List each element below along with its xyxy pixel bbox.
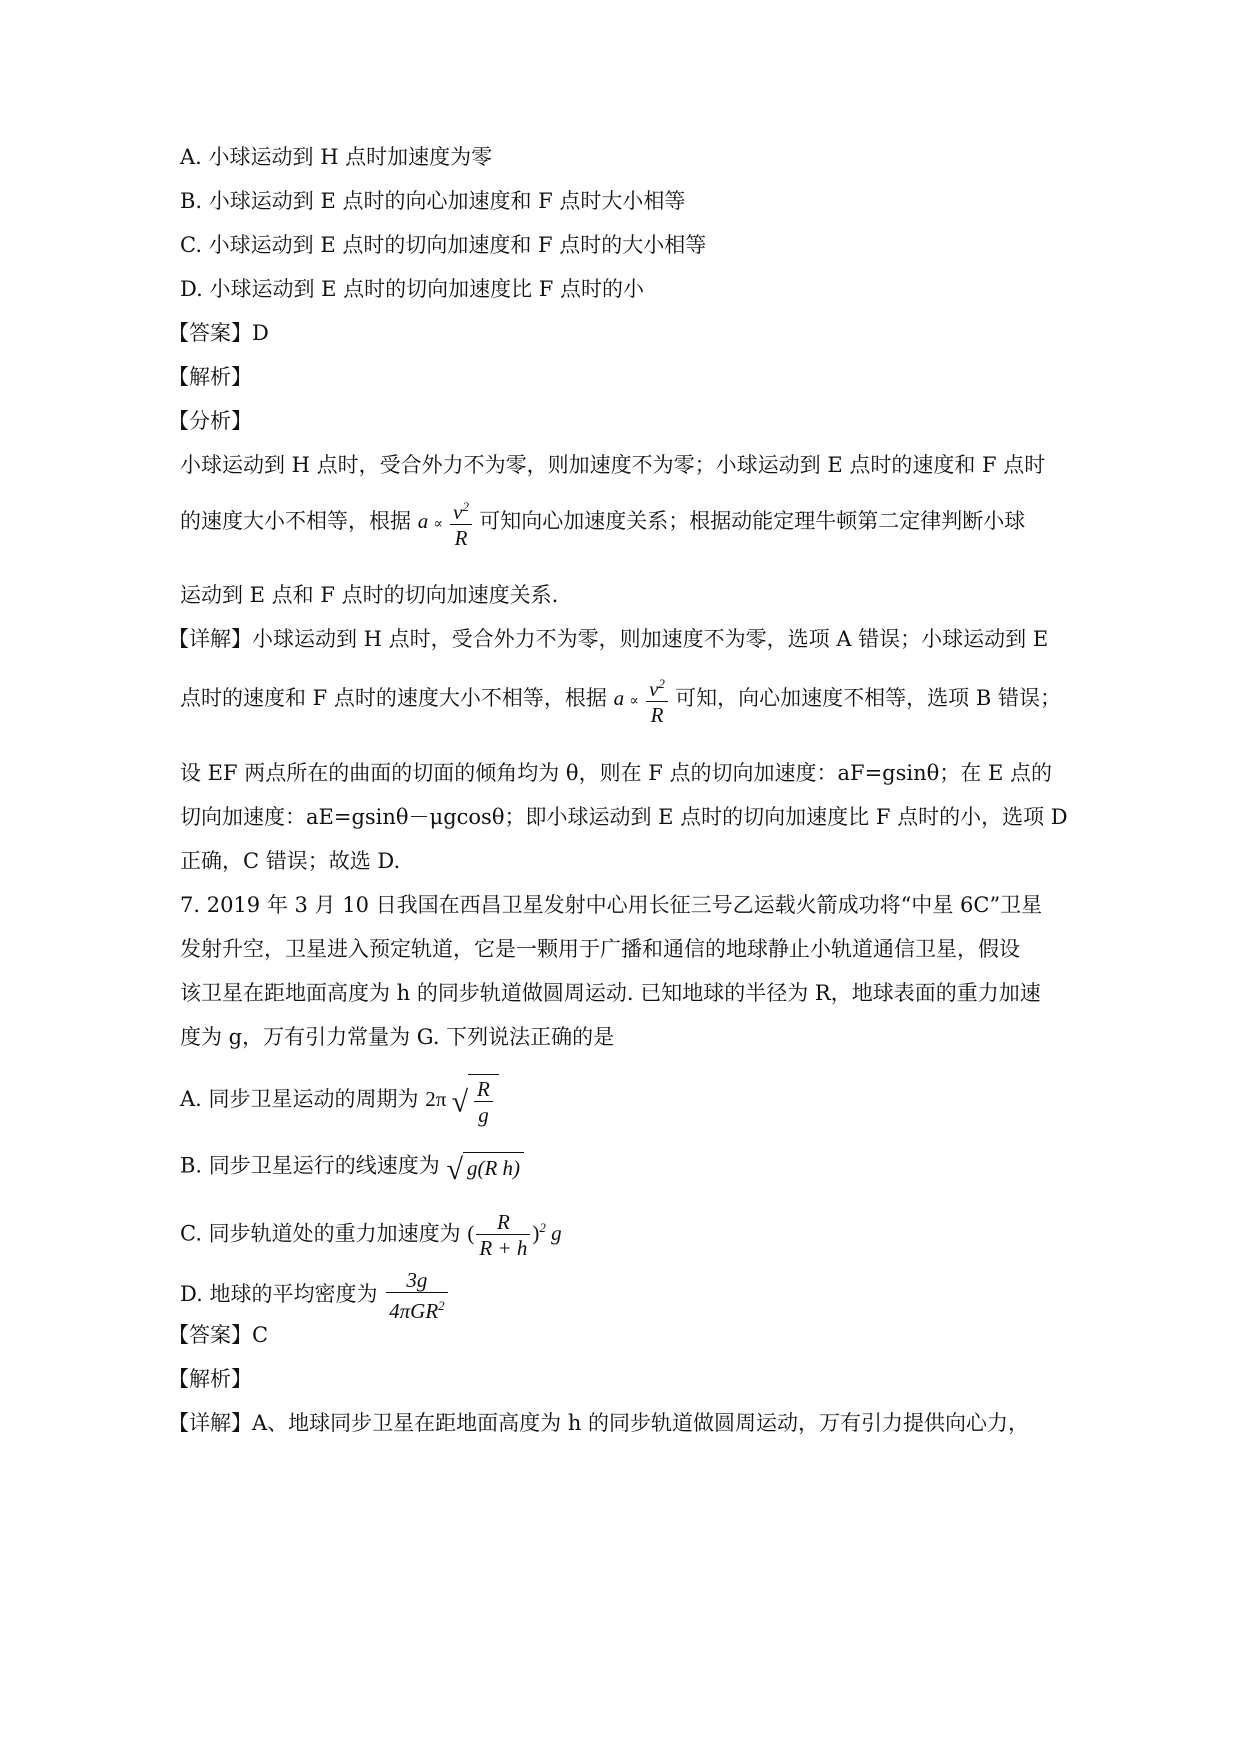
- q7-option-a-text: A. 同步卫星运动的周期为: [180, 1086, 419, 1111]
- q6-analysis-line1: 小球运动到 H 点时，受合外力不为零，则加速度不为零；小球运动到 E 点时的速度和 F 点时: [180, 453, 1046, 477]
- formula-v: v: [453, 500, 463, 524]
- formula-r: R: [646, 701, 668, 728]
- q7-option-b-text: B. 同步卫星运行的线速度为: [180, 1153, 440, 1178]
- formula-centripetal: a ∝ $\frac{v^2}{R}$: [418, 509, 480, 533]
- formula-4pigr: 4πGR: [389, 1299, 439, 1323]
- formula-3g: 3g: [406, 1268, 428, 1292]
- formula-v: v: [649, 677, 659, 701]
- formula-exp: 2: [438, 1298, 445, 1313]
- q6-analysis-line2-b: 可知向心加速度关系；根据动能定理牛顿第二定律判断小球: [479, 508, 1026, 533]
- q7-stem-line1: 7. 2019 年 3 月 10 日我国在西昌卫星发射中心用长征三号乙运载火箭成功将“中星 6C”卫星: [180, 893, 1043, 917]
- q6-option-d: D. 小球运动到 E 点时的切向加速度比 F 点时的小: [180, 277, 645, 301]
- q6-jiexi-label: 【解析】: [168, 365, 252, 389]
- formula-r: R: [477, 1077, 490, 1101]
- q7-detail-line1: 【详解】A、地球同步卫星在距地面高度为 h 的同步轨道做圆周运动，万有引力提供向心力，: [168, 1411, 1030, 1435]
- q6-analysis-line2-a: 的速度大小不相等，根据: [180, 508, 411, 533]
- formula-exp: 2: [539, 1220, 546, 1236]
- q7-option-c-text: C. 同步轨道处的重力加速度为: [180, 1221, 461, 1246]
- formula-period: [425, 1077, 499, 1127]
- formula-v2-over-r: [450, 495, 472, 551]
- q6-detail-line5: 正确，C 错误；故选 D.: [180, 849, 401, 873]
- formula-g: g: [474, 1101, 493, 1128]
- formula-r: R: [450, 524, 472, 551]
- q6-detail-line2: [180, 672, 1061, 728]
- q6-option-c: C. 小球运动到 E 点时的切向加速度和 F 点时的大小相等: [180, 233, 707, 257]
- formula-sqrt: √ $\frac{R}{g}$: [452, 1074, 499, 1128]
- q7-option-d-text: D. 地球的平均密度为: [180, 1281, 378, 1306]
- q6-option-b: B. 小球运动到 E 点时的向心加速度和 F 点时大小相等: [180, 189, 686, 213]
- formula-centripetal-2: a ∝ $\frac{v^2}{R}$: [614, 686, 676, 710]
- formula-a: a: [613, 685, 625, 710]
- formula-rparen: ): [532, 1221, 540, 1246]
- formula-exp: 2: [462, 499, 469, 514]
- formula-gravity: [467, 1210, 562, 1260]
- formula-r: R: [496, 1210, 510, 1234]
- formula-v2-over-r: [646, 672, 668, 728]
- q7-stem-line4: 度为 g，万有引力常量为 G. 下列说法正确的是: [180, 1025, 615, 1049]
- q6-detail-line2-b: 可知，向心加速度不相等，选项 B 错误；: [675, 685, 1061, 710]
- q6-detail-line4: 切向加速度：aE=gsinθ－μgcosθ；即小球运动到 E 点时的切向加速度比 F 点时的小，选项 D: [180, 805, 1068, 829]
- q6-analysis-line2: [180, 495, 1025, 551]
- formula-g-r-h: g(R h): [463, 1152, 524, 1181]
- formula-lparen: (: [467, 1221, 475, 1246]
- q7-option-b: [180, 1152, 524, 1187]
- q6-detail-line3: 设 EF 两点所在的曲面的切面的倾角均为 θ，则在 F 点的切向加速度：aF=gsinθ；在 E 点的: [180, 761, 1052, 785]
- formula-2pi: 2π: [425, 1086, 447, 1111]
- formula-r-plus-h: R + h: [476, 1234, 530, 1261]
- q6-detail-line2-a: 点时的速度和 F 点时的速度大小不相等，根据: [180, 685, 607, 710]
- q7-stem-line2: 发射升空，卫星进入预定轨道，它是一颗用于广播和通信的地球静止小轨道通信卫星，假设: [180, 937, 1020, 961]
- q7-option-c: [180, 1210, 562, 1261]
- q7-answer: 【答案】C: [168, 1323, 269, 1347]
- formula-exp: 2: [658, 676, 665, 691]
- q6-answer: 【答案】D: [168, 321, 269, 345]
- q7-stem-line3: 该卫星在距地面高度为 h 的同步轨道做圆周运动. 已知地球的半径为 R，地球表面的重力加速: [180, 981, 1041, 1005]
- formula-a: a: [417, 508, 429, 533]
- q7-jiexi-label: 【解析】: [168, 1367, 252, 1391]
- q6-fenxi-label: 【分析】: [168, 409, 252, 433]
- formula-g: g: [551, 1221, 562, 1246]
- q7-option-a: [180, 1074, 499, 1128]
- formula-velocity: √ g(R h): [446, 1153, 524, 1177]
- q6-detail-line1: 【详解】小球运动到 H 点时，受合外力不为零，则加速度不为零，选项 A 错误；小球运动到 E: [168, 627, 1049, 651]
- q6-option-a: A. 小球运动到 H 点时加速度为零: [180, 145, 493, 169]
- q7-option-d: [180, 1268, 450, 1324]
- q6-analysis-line3: 运动到 E 点和 F 点时的切向加速度关系.: [180, 583, 559, 607]
